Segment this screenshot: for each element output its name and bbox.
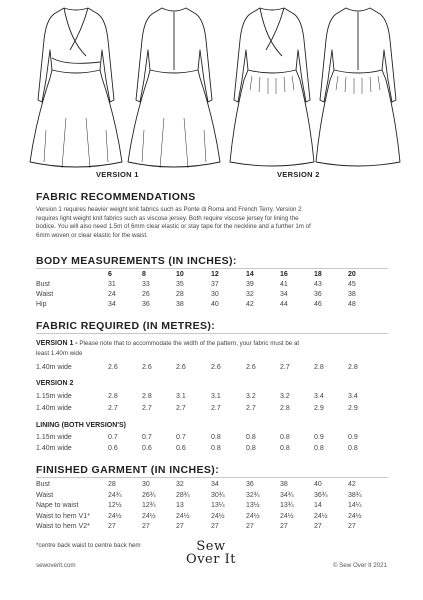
table-cell: 42	[348, 481, 356, 488]
table-cell: 2.7	[176, 405, 186, 412]
table-cell: 24	[108, 291, 116, 298]
table-cell: 3.4	[348, 393, 358, 400]
table-cell: 34	[108, 301, 116, 308]
table-cell: 26	[142, 291, 150, 298]
table-cell: 2.8	[142, 393, 152, 400]
size-header: 12	[211, 271, 219, 278]
table-cell: 0.8	[246, 445, 256, 452]
table-cell: 0.7	[108, 434, 118, 441]
table-cell: 30	[211, 291, 219, 298]
table-cell: 30	[142, 481, 150, 488]
table-row	[36, 291, 388, 301]
table-cell: 24½	[314, 512, 328, 520]
row-label: Hip	[36, 301, 47, 308]
table-cell: 14	[314, 502, 322, 509]
row-label: 1.40m wide	[36, 445, 72, 452]
version-1-back-sketch	[124, 0, 224, 170]
row-label: 1.15m wide	[36, 434, 72, 441]
table-cell: 27	[348, 523, 356, 530]
table-cell: 2.7	[280, 364, 290, 371]
table-row	[36, 393, 388, 403]
table-cell: 0.8	[280, 445, 290, 452]
version-1-subheading: VERSION 1 -	[36, 340, 78, 347]
table-cell: 34¾	[280, 491, 294, 499]
fabric-rec-line: 6mm woven or clear elastic for the waist.	[36, 231, 148, 239]
table-cell: 28	[176, 291, 184, 298]
table-cell: 0.7	[176, 434, 186, 441]
row-label: 1.40m wide	[36, 405, 72, 412]
table-cell: 32	[246, 291, 254, 298]
table-cell: 0.8	[246, 434, 256, 441]
table-cell: 2.8	[314, 364, 324, 371]
dress-illustrations	[0, 0, 423, 185]
divider	[36, 333, 388, 334]
table-cell: 24¾	[108, 491, 122, 499]
divider	[36, 268, 388, 269]
table-cell: 0.8	[211, 445, 221, 452]
row-label: Waist	[36, 291, 54, 298]
table-cell: 40	[314, 481, 322, 488]
table-cell: 2.6	[176, 364, 186, 371]
table-cell: 13¼	[211, 502, 225, 509]
row-label: Bust	[36, 281, 51, 288]
table-cell: 38	[176, 301, 184, 308]
row-label: 1.15m wide	[36, 393, 72, 400]
table-cell: 24½	[280, 512, 294, 520]
row-label: Waist to hem V2*	[36, 523, 90, 530]
fabric-recommendations-text	[36, 206, 391, 240]
table-row	[36, 281, 388, 291]
table-cell: 12½	[108, 502, 122, 509]
version-1-front-sketch	[26, 0, 126, 170]
row-label: Nape to waist	[36, 502, 79, 509]
table-cell: 3.2	[246, 393, 256, 400]
row-label: 1.40m wide	[36, 364, 72, 371]
table-cell: 2.8	[348, 364, 358, 371]
row-label: Bust	[36, 481, 51, 488]
table-cell: 2.8	[108, 393, 118, 400]
table-cell: 13½	[246, 502, 260, 509]
divider	[36, 477, 388, 478]
table-cell: 33	[142, 281, 150, 288]
version-1-note-cont: least 1.40m wide	[36, 350, 83, 357]
table-row	[36, 492, 388, 502]
table-cell: 2.7	[246, 405, 256, 412]
table-cell: 35	[176, 281, 184, 288]
table-cell: 32¾	[246, 491, 260, 499]
table-row	[36, 523, 388, 533]
table-cell: 34	[211, 481, 219, 488]
table-cell: 27	[246, 523, 254, 530]
table-cell: 46	[314, 301, 322, 308]
table-cell: 28	[108, 481, 116, 488]
table-cell: 24½	[108, 512, 122, 520]
logo-line-1: Sew	[196, 539, 226, 554]
table-cell: 27	[314, 523, 322, 530]
version-2-back-sketch	[308, 0, 408, 170]
table-cell: 12¾	[142, 502, 156, 509]
fabric-recommendations-heading: FABRIC RECOMMENDATIONS	[36, 191, 196, 203]
table-cell: 3.1	[176, 393, 186, 400]
table-cell: 0.8	[314, 445, 324, 452]
size-header: 8	[142, 271, 146, 278]
table-cell: 2.9	[348, 405, 358, 412]
fabric-rec-line: Version 1 requires heavier weight knit fabrics such as Ponte di Roma and French Terry. Version 2	[36, 206, 302, 213]
table-cell: 2.7	[211, 405, 221, 412]
brand-logo	[181, 541, 241, 566]
table-cell: 36	[142, 301, 150, 308]
size-header: 10	[176, 271, 184, 278]
table-cell: 0.8	[280, 434, 290, 441]
table-cell: 24½	[142, 512, 156, 520]
table-cell: 38	[348, 291, 356, 298]
version-2-label: VERSION 2	[277, 170, 320, 179]
size-header: 14	[246, 271, 254, 278]
table-cell: 0.9	[314, 434, 324, 441]
table-cell: 27	[108, 523, 116, 530]
table-cell: 42	[246, 301, 254, 308]
table-cell: 37	[211, 281, 219, 288]
table-cell: 24½	[211, 512, 225, 520]
logo-line-2: Over It	[186, 552, 236, 567]
table-cell: 2.6	[211, 364, 221, 371]
table-cell: 27	[142, 523, 150, 530]
table-cell: 41	[280, 281, 288, 288]
size-header: 6	[108, 271, 112, 278]
table-cell: 3.4	[314, 393, 324, 400]
table-cell: 32	[176, 481, 184, 488]
table-cell: 38	[280, 481, 288, 488]
table-cell: 40	[211, 301, 219, 308]
table-cell: 0.6	[176, 445, 186, 452]
table-cell: 31	[108, 281, 116, 288]
table-cell: 36	[314, 291, 322, 298]
table-row	[36, 405, 388, 415]
size-header: 18	[314, 271, 322, 278]
fabric-rec-line: bodice. You will also need 1.5m of 6mm clear elastic or stay tape for the neckline and a further 1m of	[36, 223, 311, 231]
table-cell: 13¾	[280, 502, 294, 509]
copyright: © Sew Over It 2021	[332, 562, 387, 569]
table-row	[36, 481, 388, 491]
table-cell: 2.7	[142, 405, 152, 412]
row-label: Waist	[36, 491, 54, 499]
row-label: Waist to hem V1*	[36, 512, 90, 520]
version-1-note	[36, 339, 381, 348]
table-cell: 2.9	[314, 405, 324, 412]
table-cell: 44	[280, 301, 288, 308]
table-cell: 36¾	[314, 491, 328, 499]
table-cell: 24½	[176, 512, 190, 520]
table-cell: 2.7	[108, 405, 118, 412]
table-cell: 2.6	[142, 364, 152, 371]
table-cell: 36	[246, 481, 254, 488]
table-cell: 3.2	[280, 393, 290, 400]
table-cell: 38¾	[348, 491, 362, 499]
table-cell: 27	[211, 523, 219, 530]
table-cell: 24½	[348, 512, 362, 520]
lining-subheading: LINING (BOTH VERSION'S)	[36, 422, 126, 429]
table-cell: 34	[280, 291, 288, 298]
footnote: *centre back waist to centre back hem	[36, 542, 141, 549]
table-cell: 24½	[246, 512, 260, 520]
version-1-note-text: Please note that to accommodate the width of the pattern, your fabric must be at	[77, 340, 300, 347]
table-cell: 48	[348, 301, 356, 308]
table-cell: 0.6	[108, 445, 118, 452]
table-cell: 45	[348, 281, 356, 288]
table-cell: 0.8	[211, 434, 221, 441]
table-cell: 0.9	[348, 434, 358, 441]
table-row	[36, 502, 388, 512]
table-cell: 27	[280, 523, 288, 530]
table-row	[36, 445, 388, 455]
website-link[interactable]: sewoverit.com	[36, 562, 76, 569]
table-row	[36, 434, 388, 444]
table-cell: 26¾	[142, 491, 156, 499]
sizes-header-row	[36, 271, 388, 281]
table-cell: 0.7	[142, 434, 152, 441]
table-cell: 28¾	[176, 491, 190, 499]
size-header: 16	[280, 271, 288, 278]
body-measurements-heading: BODY MEASUREMENTS (IN INCHES):	[36, 255, 237, 267]
version-1-label: VERSION 1	[96, 170, 139, 179]
table-cell: 43	[314, 281, 322, 288]
table-row	[36, 513, 388, 523]
table-row	[36, 364, 388, 374]
table-cell: 0.8	[348, 445, 358, 452]
table-cell: 30¾	[211, 491, 225, 499]
version-2-front-sketch	[222, 0, 322, 170]
size-header: 20	[348, 271, 356, 278]
table-cell: 39	[246, 281, 254, 288]
table-cell: 27	[176, 523, 184, 530]
table-cell: 2.6	[246, 364, 256, 371]
table-cell: 13	[176, 502, 184, 509]
table-cell: 3.1	[211, 393, 221, 400]
table-cell: 14¼	[348, 502, 362, 509]
table-row	[36, 301, 388, 311]
table-cell: 2.8	[280, 405, 290, 412]
finished-garment-heading: FINISHED GARMENT (IN INCHES):	[36, 464, 220, 476]
fabric-rec-line: requires light weight knit fabrics such as viscose jersey. Both require viscose jersey for lining the	[36, 214, 299, 222]
fabric-required-heading: FABRIC REQUIRED (IN METRES):	[36, 320, 216, 332]
table-cell: 2.6	[108, 364, 118, 371]
version-2-subheading: VERSION 2	[36, 380, 74, 387]
table-cell: 0.6	[142, 445, 152, 452]
